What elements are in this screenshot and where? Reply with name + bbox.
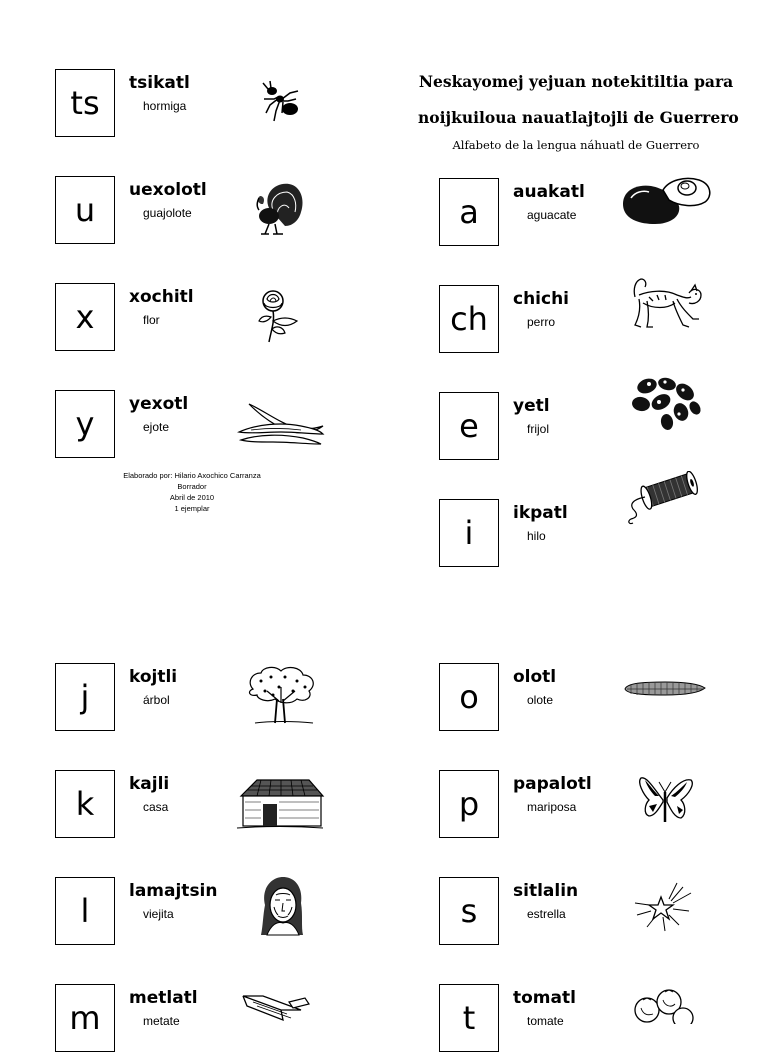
word-l: lamajtsin (129, 881, 218, 901)
entry-s (439, 877, 739, 949)
letter-box-u: u (55, 176, 115, 244)
translation-ch: perro (527, 315, 556, 329)
word-p: papalotl (513, 774, 592, 794)
word-x: xochitl (129, 287, 194, 307)
credits-status: Borrador (177, 482, 207, 491)
word-e: yetl (513, 396, 550, 416)
letter-box-j: j (55, 663, 115, 731)
entry-a (439, 178, 739, 250)
translation-i: hilo (527, 529, 546, 543)
word-t: tomatl (513, 988, 576, 1008)
corn-cob-icon (623, 679, 707, 699)
ant-icon (260, 79, 302, 123)
house-icon (235, 774, 325, 830)
letter-box-e: e (439, 392, 499, 460)
credits-copies: 1 ejemplar (174, 504, 210, 513)
word-u: uexolotl (129, 180, 207, 200)
avocado-icon (619, 176, 713, 230)
translation-a: aguacate (527, 208, 577, 222)
entry-x (55, 283, 355, 355)
page-title-line-2: noijkuiloua nauatlajtojli de Guerrero (418, 108, 739, 127)
green-bean-icon (237, 400, 325, 446)
letter-box-o: o (439, 663, 499, 731)
word-m: metlatl (129, 988, 198, 1008)
word-y: yexotl (129, 394, 189, 414)
translation-k: casa (143, 800, 169, 814)
butterfly-icon (635, 770, 695, 830)
credits-author: Elaborado por: Hilario Axochico Carranza (123, 471, 261, 480)
page-title-line-1: Neskayomej yejuan notekitiltia para (418, 72, 734, 91)
entry-u (55, 176, 355, 248)
flower-icon (253, 287, 305, 343)
translation-j: árbol (143, 693, 170, 707)
letter-box-p: p (439, 770, 499, 838)
word-i: ikpatl (513, 503, 568, 523)
letter-box-i: i (439, 499, 499, 567)
translation-ts: hormiga (143, 99, 187, 113)
word-j: kojtli (129, 667, 178, 687)
translation-p: mariposa (527, 800, 577, 814)
translation-t: tomate (527, 1014, 564, 1028)
entry-p (439, 770, 739, 842)
entry-e (439, 392, 739, 464)
thread-spool-icon (625, 471, 709, 527)
beans-icon (629, 372, 705, 432)
translation-y: ejote (143, 420, 170, 434)
entry-m (55, 984, 355, 1056)
letter-box-y: y (55, 390, 115, 458)
translation-x: flor (143, 313, 160, 327)
word-ch: chichi (513, 289, 570, 309)
translation-u: guajolote (143, 206, 192, 220)
letter-box-t: t (439, 984, 499, 1052)
star-icon (631, 881, 695, 933)
entry-k (55, 770, 355, 842)
word-o: olotl (513, 667, 557, 687)
entry-j (55, 663, 355, 735)
word-k: kajli (129, 774, 170, 794)
translation-o: olote (527, 693, 554, 707)
entry-i (439, 499, 739, 571)
entry-l (55, 877, 355, 949)
letter-box-a: a (439, 178, 499, 246)
letter-box-k: k (55, 770, 115, 838)
translation-m: metate (143, 1014, 180, 1028)
tomato-icon (631, 988, 695, 1024)
entry-ch (439, 285, 739, 357)
letter-box-m: m (55, 984, 115, 1052)
dog-icon (629, 275, 705, 333)
credits-block (100, 470, 284, 514)
letter-box-l: l (55, 877, 115, 945)
translation-e: frijol (527, 422, 550, 436)
letter-box-s: s (439, 877, 499, 945)
letter-box-ts: ts (55, 69, 115, 137)
word-ts: tsikatl (129, 73, 190, 93)
page-subtitle: Alfabeto de la lengua náhuatl de Guerrero (452, 138, 700, 152)
word-a: auakatl (513, 182, 585, 202)
metate-icon (239, 992, 319, 1024)
entry-ts (55, 69, 355, 141)
word-s: sitlalin (513, 881, 579, 901)
letter-box-x: x (55, 283, 115, 351)
translation-s: estrella (527, 907, 566, 921)
tree-icon (243, 665, 319, 727)
credits-date: Abril de 2010 (169, 493, 215, 502)
entry-y (55, 390, 355, 462)
old-woman-icon (257, 875, 307, 939)
translation-l: viejita (143, 907, 174, 921)
entry-t (439, 984, 739, 1056)
entry-o (439, 663, 739, 735)
letter-box-ch: ch (439, 285, 499, 353)
turkey-icon (255, 180, 305, 236)
